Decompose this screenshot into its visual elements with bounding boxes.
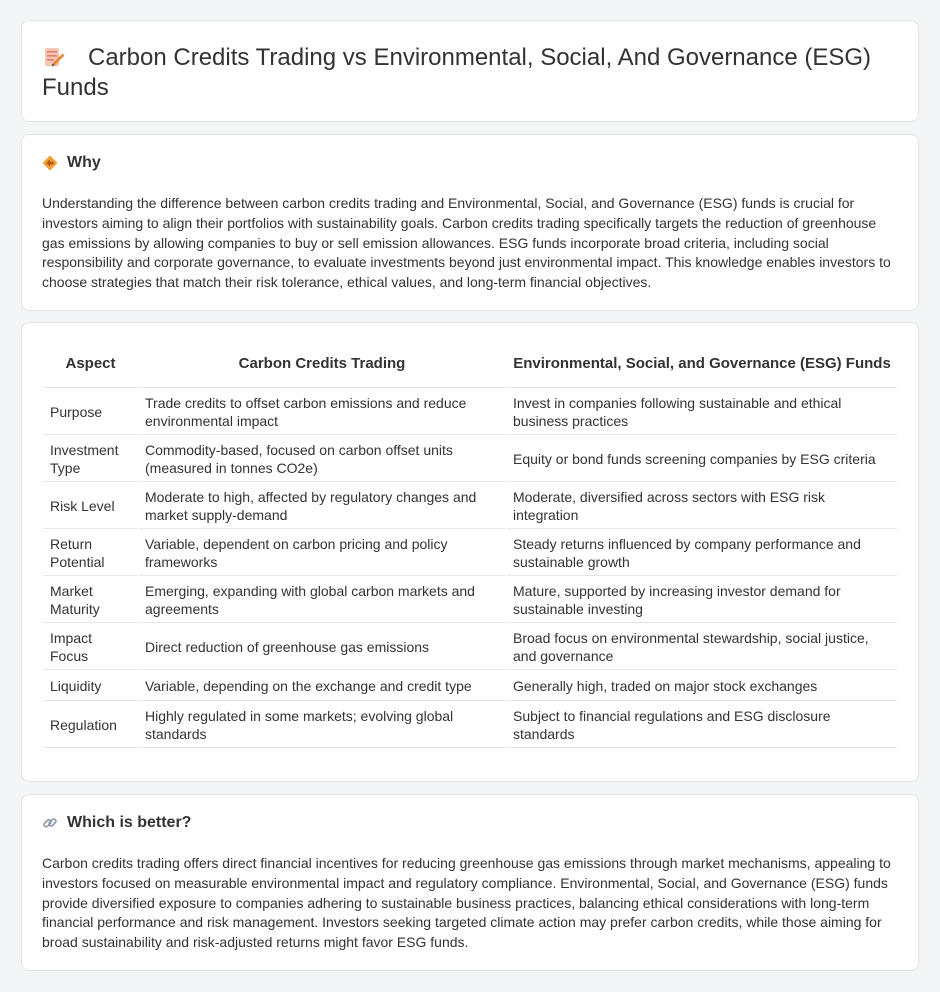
- esg-cell: Equity or bond funds screening companies by ESG criteria: [507, 437, 897, 482]
- aspect-cell: Risk Level: [44, 484, 137, 529]
- table-row: [44, 484, 897, 529]
- table-header-row: [44, 341, 897, 388]
- esg-cell: Moderate, diversified across sectors with ESG risk integration: [507, 484, 897, 529]
- better-heading-text: Which is better?: [67, 814, 192, 831]
- page-title-text: Carbon Credits Trading vs Environmental, Social, And Governance (ESG) Funds: [42, 44, 872, 101]
- table-row: [44, 531, 897, 576]
- esg-cell: Mature, supported by increasing investor demand for sustainable investing: [507, 578, 897, 623]
- esg-cell: Generally high, traded on major stock exchanges: [507, 672, 897, 701]
- table-row: [44, 578, 897, 623]
- memo-pencil-icon: [42, 45, 66, 69]
- aspect-cell: Purpose: [44, 390, 137, 435]
- why-paragraph: Understanding the difference between carbon credits trading and Environmental, Social, and Governance (ESG) funds is crucial for investors aiming to align their portfolios with sustainability goals. Carbon credits trading specifically targets the reduction of greenhouse gas emissions by allowing companies to buy or sell emission allowances. ESG funds incorporate broad criteria, including social responsibility and corporate governance, to evaluate investments beyond just environmental impact. This knowledge enables investors to choose strategies that match their risk tolerance, ethical values, and long-term financial objectives.: [42, 195, 891, 291]
- carbon-cell: Emerging, expanding with global carbon markets and agreements: [139, 578, 505, 623]
- carbon-cell: Moderate to high, affected by regulatory changes and market supply-demand: [139, 484, 505, 529]
- aspect-cell: Impact Focus: [44, 625, 137, 670]
- esg-cell: Invest in companies following sustainable and ethical business practices: [507, 390, 897, 435]
- better-heading: [42, 814, 191, 832]
- column-header-aspect: Aspect: [44, 341, 137, 388]
- column-header-carbon: Carbon Credits Trading: [139, 341, 505, 388]
- table-row: [44, 703, 897, 748]
- aspect-cell: Return Potential: [44, 531, 137, 576]
- carbon-cell: Variable, dependent on carbon pricing and policy frameworks: [139, 531, 505, 576]
- page-title: [42, 43, 902, 103]
- comparison-table: [42, 339, 899, 750]
- esg-cell: Broad focus on environmental stewardship, social justice, and governance: [507, 625, 897, 670]
- aspect-cell: Regulation: [44, 703, 137, 748]
- aspect-cell: Market Maturity: [44, 578, 137, 623]
- diamond-arrows-icon: [42, 155, 58, 171]
- aspect-cell: Investment Type: [44, 437, 137, 482]
- better-paragraph: Carbon credits trading offers direct financial incentives for reducing greenhouse gas emissions through market mechanisms, appealing to investors focused on measurable environmental impact and regulatory compliance. Environmental, Social, and Governance (ESG) funds provide diversified exposure to companies adhering to sustainable business practices, balancing ethical considerations with long-term financial performance and risk management. Investors seeking targeted climate action may prefer carbon credits, while those aiming for broad sustainability and risk-adjusted returns might favor ESG funds.: [42, 855, 891, 951]
- esg-cell: Subject to financial regulations and ESG disclosure standards: [507, 703, 897, 748]
- table-row: [44, 390, 897, 435]
- carbon-cell: Highly regulated in some markets; evolving global standards: [139, 703, 505, 748]
- carbon-cell: Commodity-based, focused on carbon offset units (measured in tonnes CO2e): [139, 437, 505, 482]
- table-row: [44, 672, 897, 701]
- comparison-section: [21, 322, 919, 782]
- carbon-cell: Variable, depending on the exchange and credit type: [139, 672, 505, 701]
- carbon-cell: Trade credits to offset carbon emissions and reduce environmental impact: [139, 390, 505, 435]
- table-row: [44, 625, 897, 670]
- carbon-cell: Direct reduction of greenhouse gas emissions: [139, 625, 505, 670]
- why-heading-text: Why: [67, 154, 101, 171]
- esg-cell: Steady returns influenced by company performance and sustainable growth: [507, 531, 897, 576]
- why-section: [21, 134, 919, 311]
- link-icon: [42, 815, 58, 831]
- which-is-better-section: [21, 794, 919, 971]
- column-header-esg: Environmental, Social, and Governance (ESG) Funds: [507, 341, 897, 388]
- why-heading: [42, 154, 101, 172]
- table-row: [44, 437, 897, 482]
- aspect-cell: Liquidity: [44, 672, 137, 701]
- title-card: [21, 20, 919, 122]
